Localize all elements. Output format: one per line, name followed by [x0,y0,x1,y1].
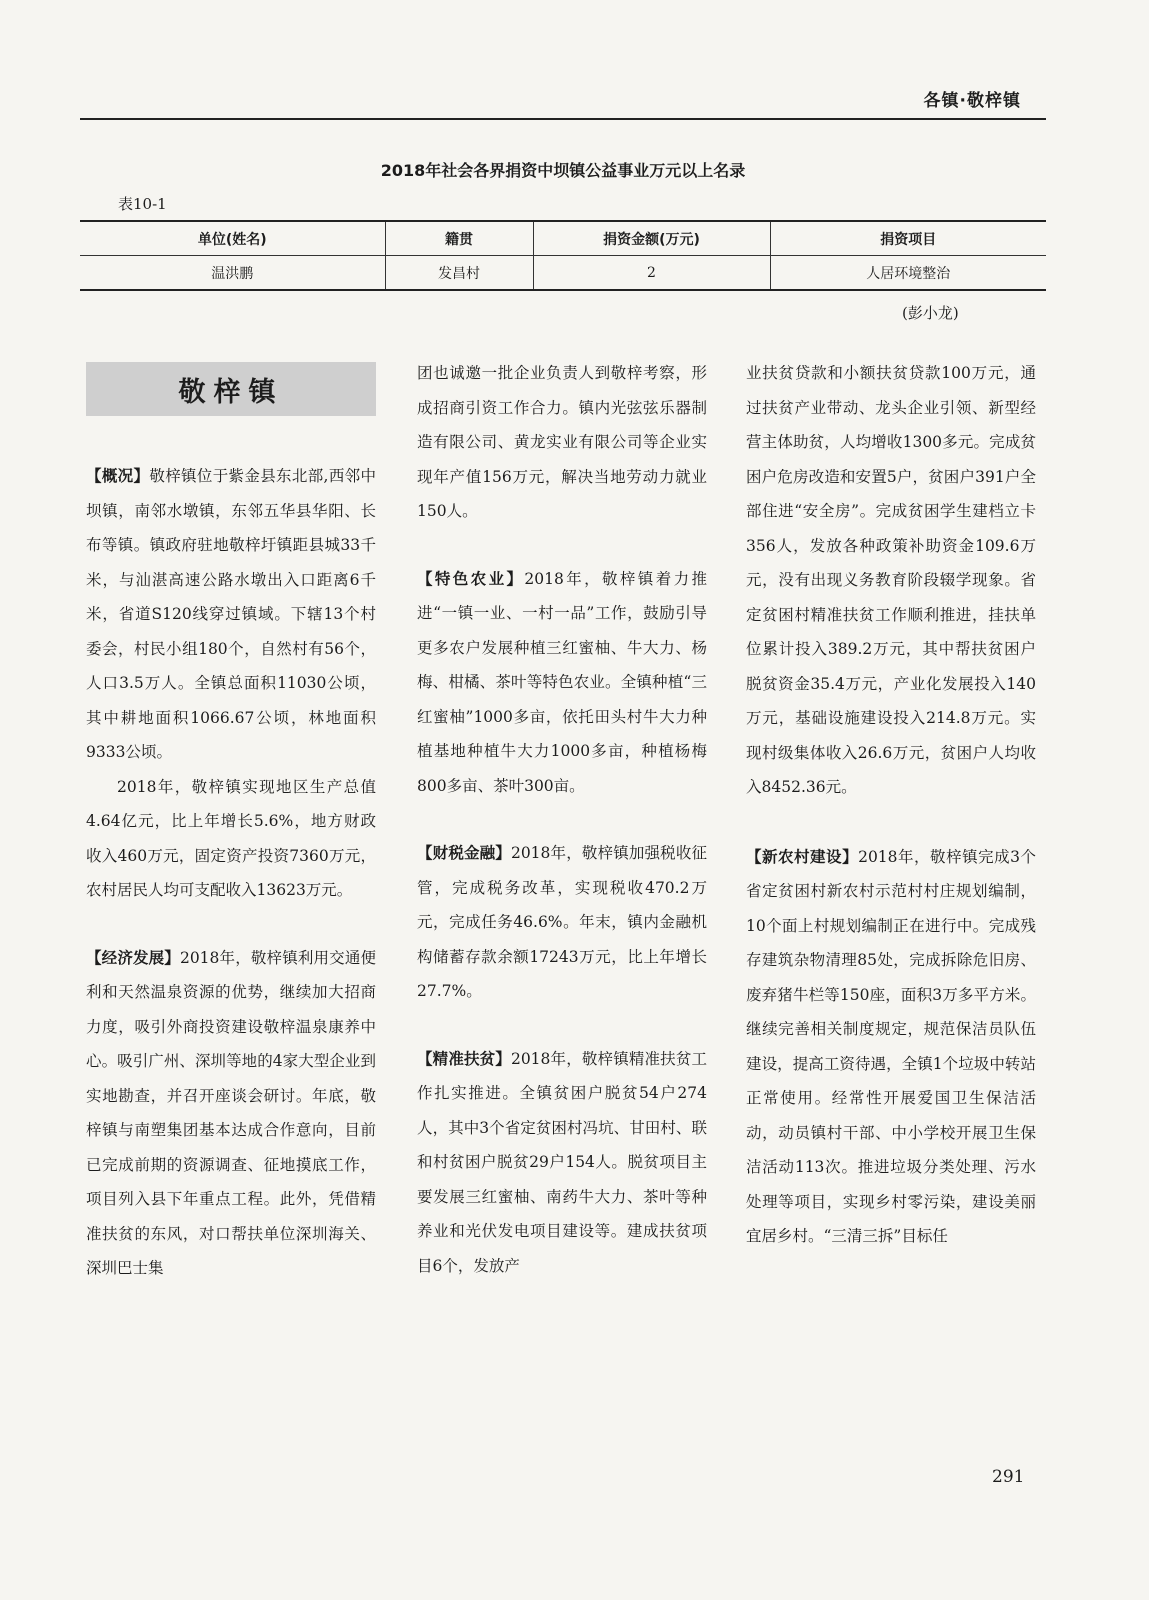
paragraph-text: 2018年，敬梓镇加强税收征管，完成税务改革，实现税收470.2万元，完成任务46.6%。年末，镇内金融机构储蓄存款余额17243万元，比上年增长27.7%。 [417,844,707,1000]
column-header: 籍贯 [385,221,533,256]
table-title: 2018年社会各界捐资中坝镇公益事业万元以上名录 [380,161,746,180]
table-row [80,256,1046,291]
paragraph-heading: 【经济发展】 [86,948,180,967]
paragraph [86,941,376,1286]
paragraph [417,562,707,804]
paragraph [417,356,707,529]
paragraph [417,1042,707,1284]
paragraph-text: 团也诚邀一批企业负责人到敬梓考察，形成招商引资工作合力。镇内光弦弦乐器制造有限公司、黄龙实业有限公司等企业实现年产值156万元，解决当地劳动力就业150人。 [417,364,707,520]
table-header-row [80,221,1046,256]
paragraph-text: 敬梓镇位于紫金县东北部,西邻中坝镇，南邻水墩镇，东邻五华县华阳、长布等镇。镇政府驻地敬梓圩镇距县城33千米，与汕湛高速公路水墩出入口距离6千米，省道S120线穿过镇域。下辖13个村委会，村民小组180个，自然村有56个，人口3.5万人。全镇总面积11030公顷，其中耕地面积1066.67公顷，林地面积9333公顷。 [86,467,376,761]
column-header: 单位(姓名) [197,231,267,248]
table-cell: 温洪鹏 [211,265,254,282]
text-column-1 [86,459,376,1286]
donor-table [80,220,1046,291]
paragraph [86,770,376,908]
column-header: 捐资金额(万元) [533,221,770,256]
paragraph-heading: 【特色农业】 [417,569,525,588]
paragraph-heading: 【财税金融】 [417,844,511,862]
paragraph-heading: 【新农村建设】 [746,847,859,866]
paragraph-text: 2018年，敬梓镇精准扶贫工作扎实推进。全镇贫困户脱贫54户274人，其中3个省定贫困村冯坑、甘田村、联和村贫困户脱贫29户154人。脱贫项目主要发展三红蜜柚、南药牛大力、茶叶等种养业和光伏发电项目建设等。建成扶贫项目6个，发放产 [417,1049,707,1275]
section-title: 敬梓镇 [86,362,376,416]
paragraph-text: 2018年，敬梓镇利用交通便利和天然温泉资源的优势，继续加大招商力度，吸引外商投资建设敬梓温泉康养中心。吸引广州、深圳等地的4家大型企业到实地勘查，并召开座谈会研讨。年底，敬梓镇与南塑集团基本达成合作意向，目前已完成前期的资源调查、征地摸底工作，项目列入县下年重点工程。此外，凭借精准扶贫的东风，对口帮扶单位深圳海关、深圳巴士集 [86,948,376,1277]
running-header: 各镇·敬梓镇 [923,91,1021,111]
table-number: 表10-1 [118,195,167,213]
paragraph-text: 业扶贫贷款和小额扶贫贷款100万元，通过扶贫产业带动、龙头企业引领、新型经营主体助贫，人均增收1300多元。完成贫困户危房改造和安置5户，贫困户391户全部住进“安全房”。完成贫困学生建档立卡356人，发放各种政策补助资金109.6万元，没有出现义务教育阶段辍学现象。省定贫困村精准扶贫工作顺利推进，挂扶单位累计投入389.2万元，其中帮扶贫困户脱贫资金35.4万元，产业化发展投入140万元，基础设施建设投入214.8万元。实现村级集体收入26.6万元，贫困户人均收入8452.36元。 [746,364,1036,796]
page-number: 291 [992,1467,1025,1487]
header-rule [80,118,1046,120]
paragraph [417,836,707,1009]
paragraph-heading: 【精准扶贫】 [417,1049,511,1068]
text-column-3 [746,356,1036,1254]
paragraph [746,840,1036,1254]
paragraph-heading: 【概况】 [86,467,150,485]
table-cell: 发昌村 [385,256,533,291]
paragraph-text: 2018年，敬梓镇完成3个省定贫困村新农村示范村村庄规划编制，10个面上村规划编制正在进行中。完成残存建筑杂物清理85处，完成拆除危旧房、废弃猪牛栏等150座，面积3万多平方米。继续完善相关制度规定，规范保洁员队伍建设，提高工资待遇，全镇1个垃圾中转站正常使用。经常性开展爱国卫生保洁活动，动员镇村干部、中小学校开展卫生保洁活动113次。推进垃圾分类处理、污水处理等项目，实现乡村零污染，建设美丽宜居乡村。“三清三拆”目标任 [746,847,1036,1245]
paragraph-text: 2018年，敬梓镇实现地区生产总值4.64亿元，比上年增长5.6%，地方财政收入460万元，固定资产投资7360万元，农村居民人均可支配收入13623万元。 [86,777,376,899]
paragraph [86,459,376,770]
column-header: 捐资项目 [770,221,1046,256]
paragraph-text: 2018年，敬梓镇着力推进“一镇一业、一村一品”工作，鼓励引导更多农户发展种植三红蜜柚、牛大力、杨梅、柑橘、茶叶等特色农业。全镇种植“三红蜜柚”1000多亩，依托田头村牛大力种植基地种植牛大力1000多亩，种植杨梅800多亩、茶叶300亩。 [417,569,707,795]
table-cell: 2 [533,256,770,291]
author-signature: (彭小龙) [902,304,959,322]
table-cell: 人居环境整治 [770,256,1046,291]
text-column-2 [417,356,707,1283]
paragraph [746,356,1036,805]
